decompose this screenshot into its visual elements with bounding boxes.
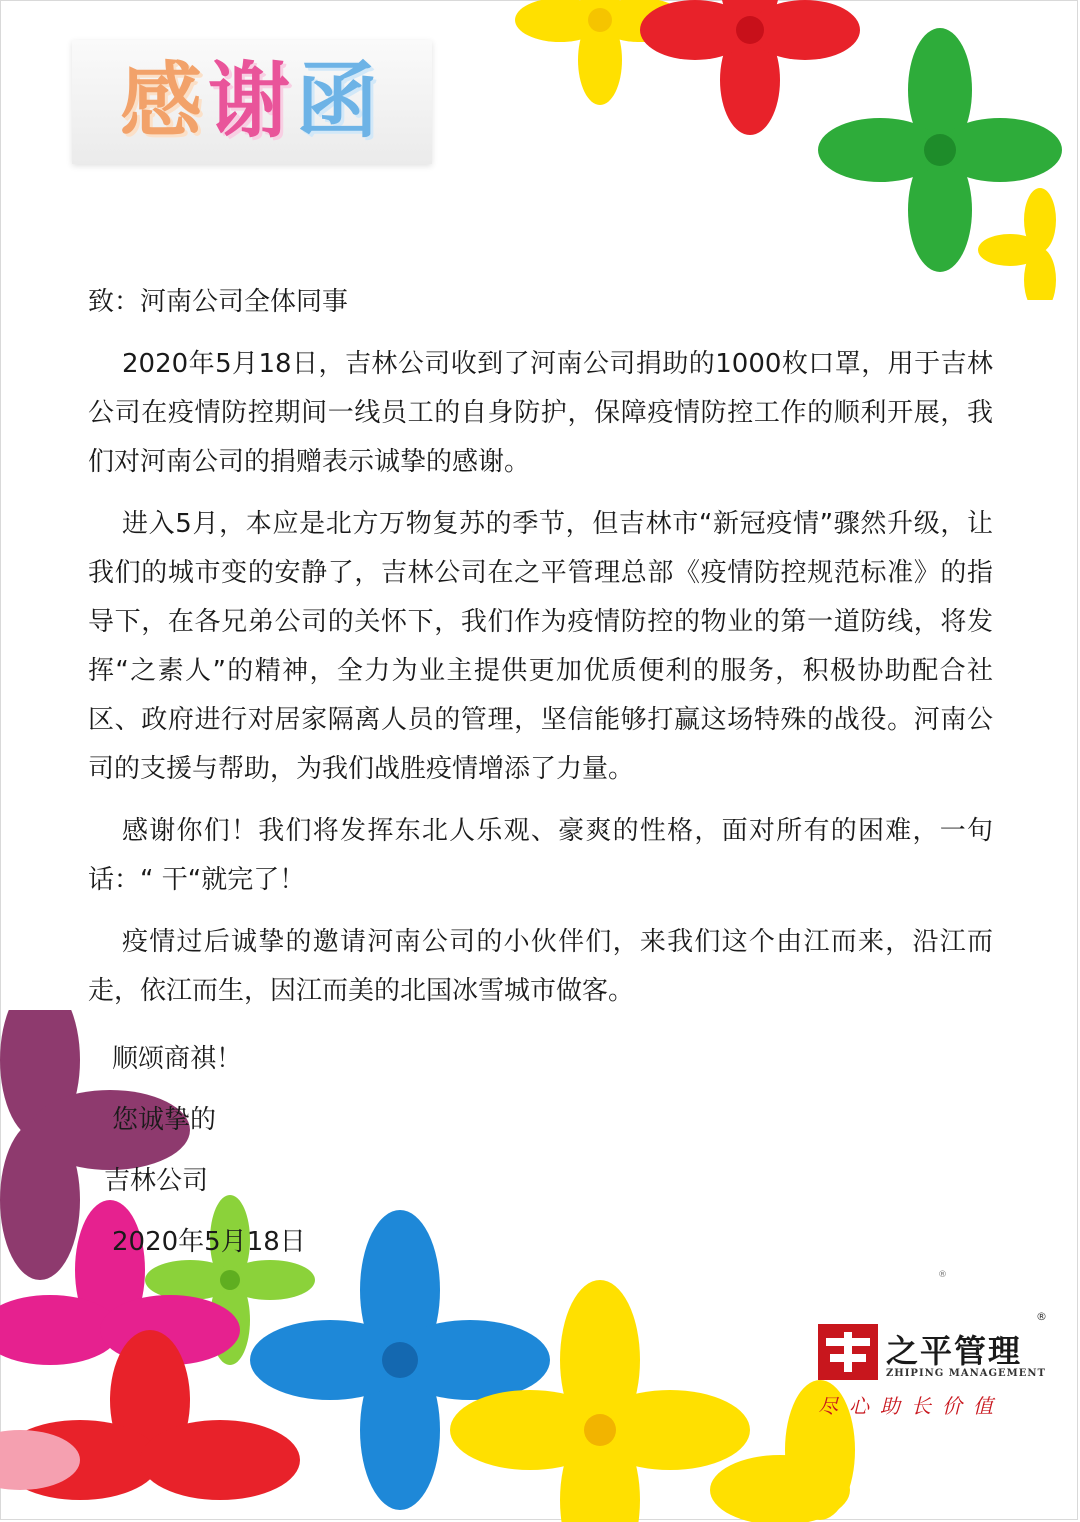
salutation: 致：河南公司全体同事 bbox=[88, 287, 349, 317]
title-char-1: 感 bbox=[119, 54, 208, 149]
paragraph-1: 2020年5月18日，吉林公司收到了河南公司捐助的1000枚口罩，用于吉林公司在疫情防控期间一线员工的自身防护，保障疫情防控工作的顺利开展，我们对河南公司的捐赠表示诚挚的感谢。 bbox=[88, 349, 993, 477]
title-char-2: 谢 bbox=[207, 54, 296, 149]
red-flower bbox=[640, 0, 860, 135]
closing-regards: 您诚挚的 bbox=[112, 1105, 217, 1135]
paragraph-2: 进入5月，本应是北方万物复苏的季节，但吉林市“新冠疫情”骤然升级，让我们的城市变的安静了，吉林公司在之平管理总部《疫情防控规范标准》的指导下，在各兄弟公司的关怀下，我们作为疫情防控的物业的第一道防线，将发挥“之素人”的精神，全力为业主提供更加优质便利的服务，积极协助配合社区、政府进行对居家隔离人员的管理，坚信能够打赢这场特殊的战役。河南公司的支援与帮助，为我们战胜疫情增添了力量。 bbox=[88, 509, 993, 784]
logo-registered-mark: ® bbox=[1036, 1310, 1047, 1323]
header-title-banner bbox=[72, 40, 432, 164]
title-char-3: 函 bbox=[296, 54, 385, 149]
logo-name-en: ZHIPING MANAGEMENT bbox=[886, 1368, 1046, 1379]
yellow-flower-bottom bbox=[450, 1280, 750, 1522]
zhiping-logo-icon bbox=[818, 1324, 878, 1380]
letter-body bbox=[88, 278, 993, 1273]
page-title bbox=[119, 54, 385, 149]
sender-name: 吉林公司 bbox=[104, 1166, 209, 1196]
paragraph-4: 疫情过后诚挚的邀请河南公司的小伙伴们，来我们这个由江而来，沿江而走，依江而生，因江而美的北国冰雪城市做客。 bbox=[88, 927, 993, 1006]
logo-name: 之平管理 bbox=[886, 1332, 1023, 1370]
closing-wish: 顺颂商祺！ bbox=[112, 1044, 243, 1074]
paragraph-3: 感谢你们！我们将发挥东北人乐观、豪爽的性格，面对所有的困难，一句话：“ 干“就完了！ bbox=[88, 816, 993, 895]
company-logo bbox=[812, 1310, 1052, 1420]
letter-date: 2020年5月18日 bbox=[112, 1227, 306, 1257]
registered-mark-small: ® bbox=[938, 1270, 947, 1280]
flowers-top-decoration bbox=[480, 0, 1080, 300]
green-flower bbox=[818, 28, 1062, 272]
logo-slogan: 尽心助长价值 bbox=[818, 1394, 1004, 1418]
